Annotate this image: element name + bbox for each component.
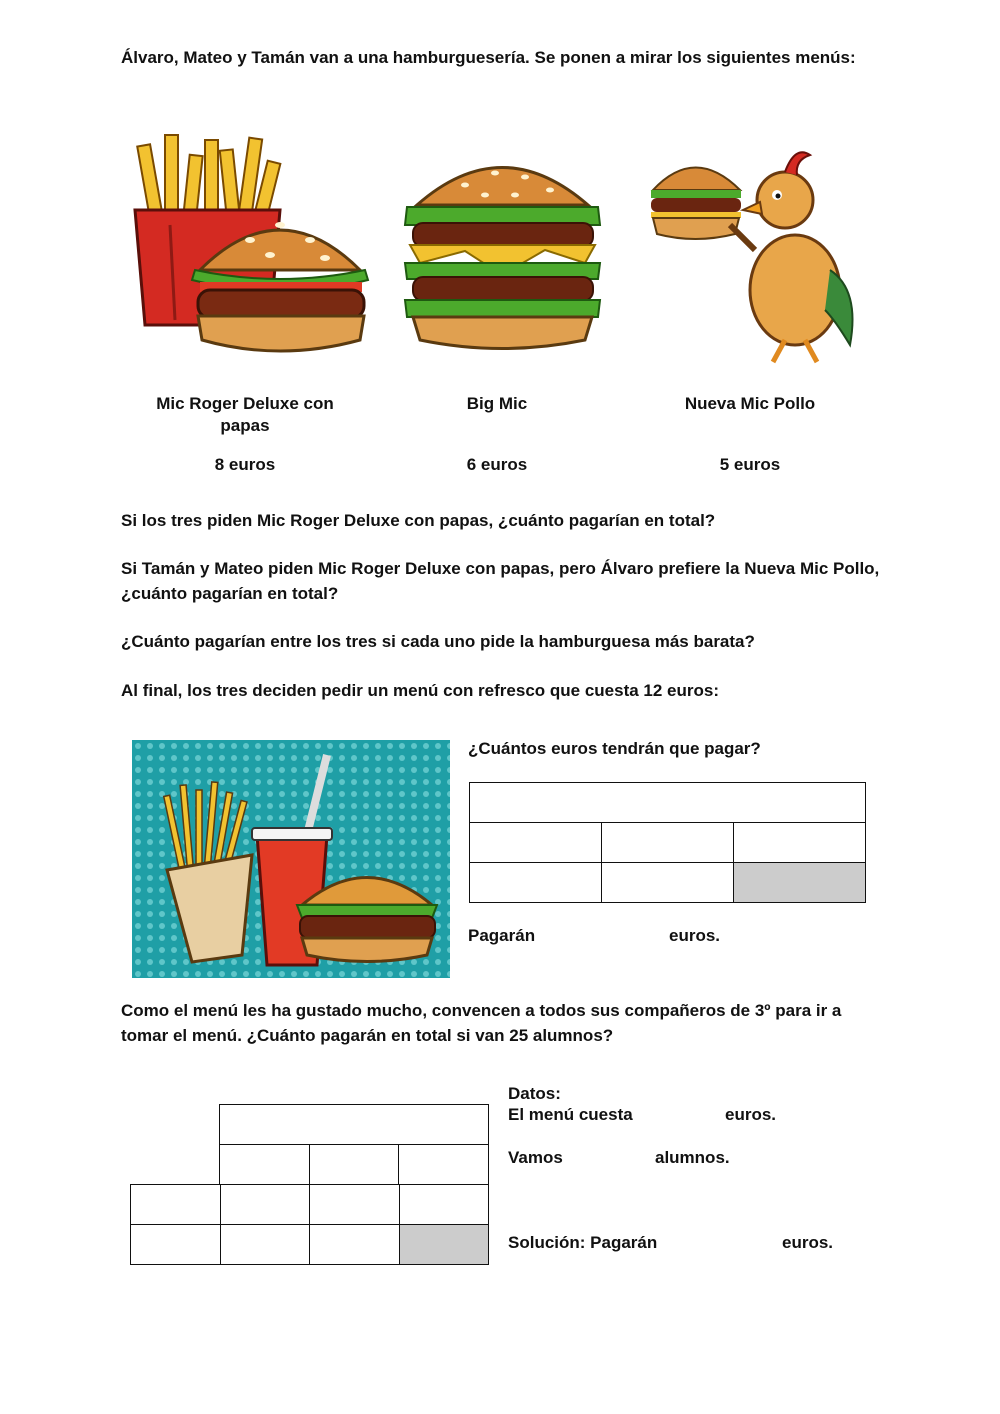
big-burger-icon [395,145,610,360]
combo-bar-model-table [469,782,866,903]
burger-fries-icon [130,130,370,370]
intro-text: Álvaro, Mateo y Tamán van a una hamburguesería. Se ponen a mirar los siguientes menús: [121,48,856,67]
menu-price-mic-roger: 8 euros [214,455,276,474]
combo-answer-prefix: Pagarán [468,926,536,945]
class-cell[interactable] [220,1145,310,1185]
bar-model-cell[interactable] [470,863,602,903]
datos-line2-suffix: alumnos. [655,1148,730,1167]
question-3: ¿Cuánto pagarían entre los tres si cada uno pide la hamburguesa más barata? [121,632,755,651]
class-shaded-cell [399,1225,489,1265]
bar-model-cell[interactable] [734,823,866,863]
chicken-burger-icon [645,140,870,365]
question-2: Si Tamán y Mateo piden Mic Roger Deluxe con papas, pero Álvaro prefiere la Nueva Mic Pollo, ¿cuánto pagarían en total? [121,559,880,603]
bar-model-cell[interactable] [602,823,734,863]
class-cell[interactable] [399,1185,489,1225]
class-bar-model-top [219,1104,489,1185]
bar-model-cell[interactable] [470,823,602,863]
combo-question: ¿Cuántos euros tendrán que pagar? [468,739,761,758]
combo-answer-suffix: euros. [669,926,721,945]
class-cell[interactable] [220,1185,310,1225]
class-total-cell[interactable] [220,1105,489,1145]
bar-model-shaded-cell [734,863,866,903]
bar-model-cell[interactable] [602,863,734,903]
datos-line2-prefix: Vamos [508,1148,563,1167]
class-cell[interactable] [399,1145,489,1185]
datos-line1-prefix: El menú cuesta [508,1105,633,1124]
menu-price-mic-pollo: 5 euros [719,455,781,474]
question-1: Si los tres piden Mic Roger Deluxe con papas, ¿cuánto pagarían en total? [121,511,716,530]
class-question: Como el menú les ha gustado mucho, convencen a todos sus compañeros de 3º para ir a tomar el menú. ¿Cuánto pagarán en total si van 25 alumnos? [121,1001,842,1045]
solution-suffix: euros. [782,1233,834,1252]
datos-line1-suffix: euros. [725,1105,777,1124]
class-cell[interactable] [131,1185,221,1225]
datos-heading: Datos: [508,1084,561,1103]
combo-meal-icon [132,740,450,978]
class-cell[interactable] [220,1225,310,1265]
menu-name-big-mic: Big Mic [466,394,528,413]
bar-model-total-cell[interactable] [470,783,866,823]
menu-price-big-mic: 6 euros [466,455,528,474]
menu-name-mic-roger: Mic Roger Deluxe con papas [156,394,334,435]
class-cell[interactable] [310,1185,400,1225]
class-cell[interactable] [310,1225,400,1265]
solution-prefix: Solución: Pagarán [508,1233,658,1252]
menu-name-mic-pollo: Nueva Mic Pollo [684,394,816,413]
class-bar-model-bottom [130,1184,489,1265]
question-4: Al final, los tres deciden pedir un menú con refresco que cuesta 12 euros: [121,681,719,700]
class-cell[interactable] [131,1225,221,1265]
class-bar-model [130,1104,489,1265]
class-cell[interactable] [309,1145,399,1185]
